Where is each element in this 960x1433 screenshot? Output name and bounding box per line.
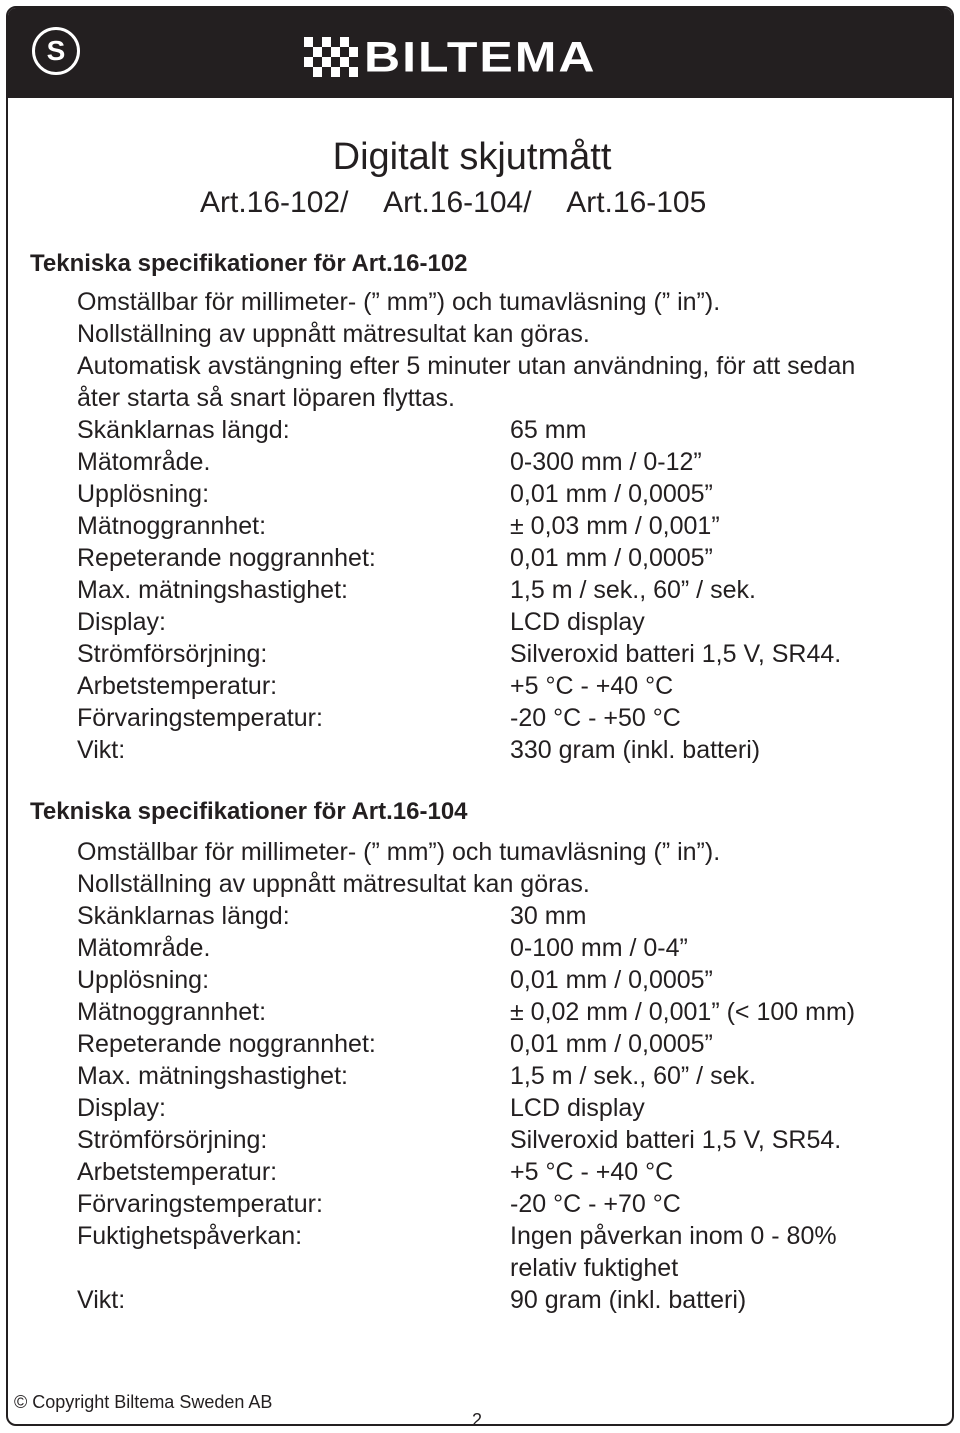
- section-heading: Tekniska specifikationer för Art.16-102: [30, 250, 468, 277]
- spec-row: [77, 638, 917, 670]
- biltema-logo: [304, 32, 596, 82]
- spec-label: Max. mätningshastighet:: [77, 576, 348, 604]
- spec-row: [77, 542, 917, 574]
- spec-value: Silveroxid batteri 1,5 V, SR54.: [510, 1126, 842, 1154]
- spec-row: [77, 606, 917, 638]
- spec-label: Mätnoggrannhet:: [77, 512, 267, 540]
- spec-value: Ingen påverkan inom 0 - 80%: [510, 1222, 837, 1250]
- spec-row: [77, 1028, 917, 1060]
- spec-row: [77, 1252, 917, 1284]
- spec-value: 0,01 mm / 0,0005”: [510, 544, 713, 572]
- spec-value: -20 °C - +50 °C: [510, 704, 681, 732]
- spec-label: Vikt:: [77, 1286, 126, 1314]
- spec-label: Förvaringstemperatur:: [77, 1190, 323, 1218]
- intro-line: åter starta så snart löparen flyttas.: [77, 384, 455, 412]
- spec-row: [77, 446, 917, 478]
- page-title: Digitalt skjutmått: [332, 136, 612, 178]
- spec-label: Strömförsörjning:: [77, 640, 268, 668]
- spec-row: [77, 734, 917, 766]
- spec-row: [77, 996, 917, 1028]
- spec-row: [77, 1156, 917, 1188]
- intro-line: Automatisk avstängning efter 5 minuter utan användning, för att sedan: [77, 352, 856, 380]
- intro-line: Nollställning av uppnått mätresultat kan göras.: [77, 870, 590, 898]
- spec-row: [77, 1060, 917, 1092]
- spec-value: relativ fuktighet: [510, 1254, 679, 1282]
- copyright-notice: © Copyright Biltema Sweden AB: [14, 1392, 273, 1412]
- spec-label: Vikt:: [77, 736, 126, 764]
- spec-label: Skänklarnas längd:: [77, 416, 290, 444]
- spec-label: Mätområde.: [77, 934, 211, 962]
- spec-label: Upplösning:: [77, 480, 210, 508]
- spec-label: Arbetstemperatur:: [77, 672, 278, 700]
- spec-label: Arbetstemperatur:: [77, 1158, 278, 1186]
- spec-label: Repeterande noggrannhet:: [77, 544, 376, 572]
- spec-label: Max. mätningshastighet:: [77, 1062, 348, 1090]
- article-number: Art.16-104/: [383, 186, 532, 219]
- spec-row: [77, 900, 917, 932]
- spec-value: ± 0,02 mm / 0,001” (< 100 mm): [510, 998, 856, 1026]
- spec-value: +5 °C - +40 °C: [510, 672, 674, 700]
- section-heading: Tekniska specifikationer för Art.16-104: [30, 798, 468, 825]
- spec-value: 65 mm: [510, 416, 587, 444]
- spec-value: 90 gram (inkl. batteri): [510, 1286, 747, 1314]
- spec-row: [77, 510, 917, 542]
- spec-row: [77, 414, 917, 446]
- spec-label: Display:: [77, 1094, 166, 1122]
- spec-row: [77, 1220, 917, 1252]
- spec-label: Display:: [77, 608, 166, 636]
- spec-value: 30 mm: [510, 902, 587, 930]
- spec-label: Strömförsörjning:: [77, 1126, 268, 1154]
- spec-row: [77, 964, 917, 996]
- article-number: Art.16-102/: [200, 186, 349, 219]
- checker-flag-icon: [304, 37, 358, 77]
- article-numbers: [200, 186, 730, 220]
- intro-line: Omställbar för millimeter- (” mm”) och tumavläsning (” in”).: [77, 288, 721, 316]
- spec-value: 0-300 mm / 0-12”: [510, 448, 702, 476]
- spec-value: 0,01 mm / 0,0005”: [510, 1030, 713, 1058]
- spec-row: [77, 1284, 917, 1316]
- spec-row: [77, 1092, 917, 1124]
- spec-value: -20 °C - +70 °C: [510, 1190, 681, 1218]
- spec-row: [77, 702, 917, 734]
- intro-line: Omställbar för millimeter- (” mm”) och tumavläsning (” in”).: [77, 838, 721, 866]
- spec-row: [77, 1188, 917, 1220]
- spec-value: 1,5 m / sek., 60” / sek.: [510, 576, 756, 604]
- spec-value: ± 0,03 mm / 0,001”: [510, 512, 720, 540]
- spec-label: Fuktighetspåverkan:: [77, 1222, 303, 1250]
- spec-value: 1,5 m / sek., 60” / sek.: [510, 1062, 756, 1090]
- spec-label: Förvaringstemperatur:: [77, 704, 323, 732]
- logo-wordmark: BILTEMA: [364, 32, 597, 82]
- spec-label: Mätområde.: [77, 448, 211, 476]
- spec-row: [77, 670, 917, 702]
- spec-row: [77, 574, 917, 606]
- page-number: 2: [472, 1410, 483, 1430]
- spec-row: [77, 478, 917, 510]
- spec-value: +5 °C - +40 °C: [510, 1158, 674, 1186]
- intro-line: Nollställning av uppnått mätresultat kan göras.: [77, 320, 590, 348]
- spec-value: 0-100 mm / 0-4”: [510, 934, 688, 962]
- spec-value: LCD display: [510, 608, 645, 636]
- language-badge: S: [32, 27, 80, 75]
- article-number: Art.16-105: [566, 186, 707, 219]
- spec-row: [77, 932, 917, 964]
- spec-value: LCD display: [510, 1094, 645, 1122]
- spec-value: 330 gram (inkl. batteri): [510, 736, 761, 764]
- spec-label: Skänklarnas längd:: [77, 902, 290, 930]
- spec-value: Silveroxid batteri 1,5 V, SR44.: [510, 640, 842, 668]
- spec-label: Repeterande noggrannhet:: [77, 1030, 376, 1058]
- brand-header: [8, 8, 952, 98]
- spec-label: Upplösning:: [77, 966, 210, 994]
- spec-value: 0,01 mm / 0,0005”: [510, 480, 713, 508]
- spec-label: Mätnoggrannhet:: [77, 998, 267, 1026]
- spec-value: 0,01 mm / 0,0005”: [510, 966, 713, 994]
- spec-row: [77, 1124, 917, 1156]
